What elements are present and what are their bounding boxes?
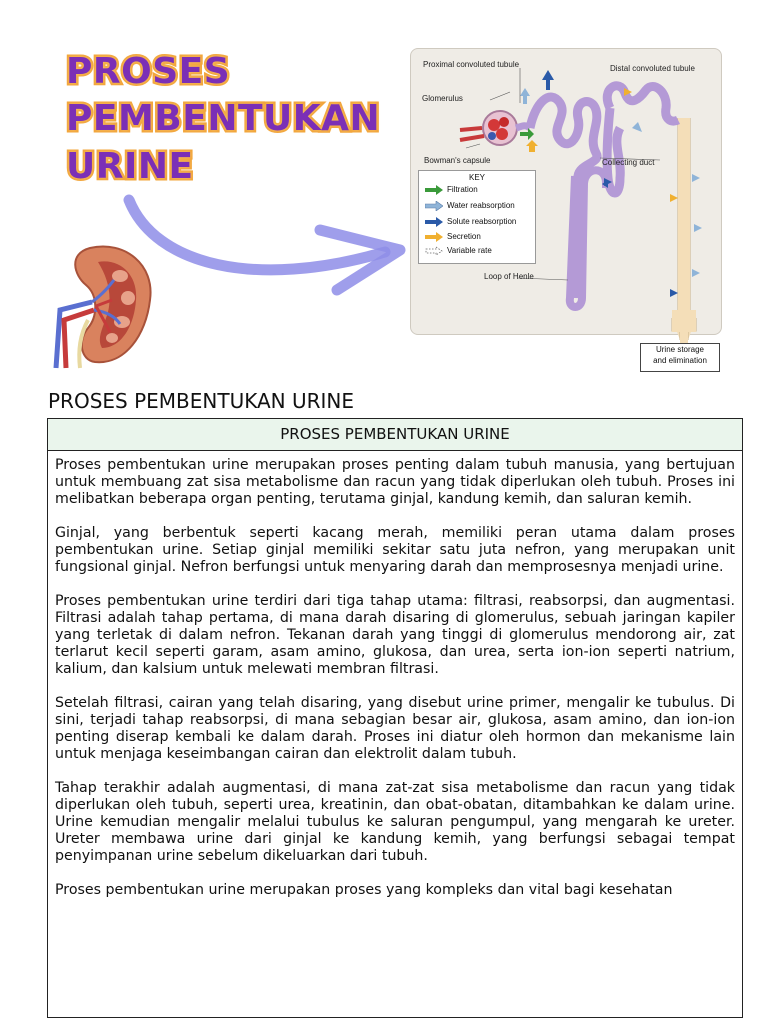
paragraph: Setelah filtrasi, cairan yang telah disaring, yang disebut urine primer, mengalir ke tubulus. Di sini, terjadi tahap reabsorpsi, di mana sebagian besar air, glukosa, asam amino, dan ion-ion penting diserap kembali ke dalam darah. Proses ini diatur oleh hormon dan mekanisme lain untuk menjaga keseimbangan cairan dan elektrolit dalam tubuh.: [55, 695, 735, 762]
hero-title-line-1: PROSES: [66, 51, 231, 92]
table-body: [48, 451, 742, 899]
variable-rate-arrow-icon: [425, 246, 443, 256]
storage-label-line-2: and elimination: [653, 356, 707, 365]
filtration-arrow-icon: [425, 185, 443, 195]
key-item-variable-rate: Variable rate: [447, 246, 492, 255]
label-glomerulus: Glomerulus: [422, 94, 463, 103]
hero-title-line-3: URINE: [66, 146, 194, 187]
label-bowman: Bowman's capsule: [424, 156, 491, 165]
paragraph: Proses pembentukan urine merupakan proses penting dalam tubuh manusia, yang bertujuan untuk membuang zat sisa metabolisme dan racun yang tidak diperlukan oleh tubuh. Proses ini melibatkan beberapa organ penting, terutama ginjal, kandung kemih, dan saluran kemih.: [55, 457, 735, 507]
paragraph: Tahap terakhir adalah augmentasi, di mana zat-zat sisa metabolisme dan racun yang tidak diperlukan oleh tubuh, seperti urea, kreatinin, dan obat-obatan, ditambahkan ke dalam urine. Urine kemudian mengalir melalui tubulus ke saluran pengumpul, yang mengarah ke ureter. Ureter membawa urine dari ginjal ke kandung kemih, yang berfungsi sebagai tempat penyimpanan urine sebelum dikeluarkan dari tubuh.: [55, 780, 735, 864]
key-item-filtration: Filtration: [447, 185, 478, 194]
hero-banner: [0, 0, 768, 385]
key-item-secretion: Secretion: [447, 232, 481, 241]
table-header: PROSES PEMBENTUKAN URINE: [48, 419, 742, 451]
label-proximal: Proximal convoluted tubule: [423, 60, 520, 69]
water-reabsorption-arrow-icon: [425, 201, 443, 211]
storage-label-line-1: Urine storage: [655, 345, 705, 354]
paragraph: Proses pembentukan urine terdiri dari tiga tahap utama: filtrasi, reabsorpsi, dan augmentasi. Filtrasi adalah tahap pertama, di mana darah disaring di glomerulus, sebuah jaringan kapiler yang terletak di dalam nefron. Tekanan darah yang tinggi di glomerulus mendorong air, zat terlarut kecil seperti garam, asam amino, glukosa, dan urea, serta ion-ion seperti natrium, kalium, dan kalsium untuk melewati membran filtrasi.: [55, 593, 735, 677]
key-item-solute: Solute reabsorption: [447, 217, 517, 226]
paragraph: Ginjal, yang berbentuk seperti kacang merah, memiliki peran utama dalam proses pembentukan urine. Setiap ginjal memiliki sekitar satu juta nefron, yang merupakan unit fungsional ginjal. Nefron berfungsi untuk menyaring darah dan memprosesnya menjadi urine.: [55, 525, 735, 575]
paragraph: Proses pembentukan urine merupakan proses yang kompleks dan vital bagi kesehatan: [55, 882, 673, 898]
content-table: [47, 418, 743, 1018]
urine-storage-box: [640, 343, 720, 372]
hero-title-line-2: PEMBENTUKAN: [66, 98, 381, 139]
key-item-water: Water reabsorption: [447, 201, 515, 210]
label-distal: Distal convoluted tubule: [610, 64, 695, 73]
curved-arrow-icon: [115, 190, 415, 300]
key-title: KEY: [468, 173, 485, 182]
diagram-key: [418, 170, 536, 264]
secretion-arrow-icon: [425, 232, 443, 242]
label-collecting-duct: Collecting duct: [602, 158, 655, 167]
document-heading: PROSES PEMBENTUKAN URINE: [48, 389, 355, 413]
solute-reabsorption-arrow-icon: [425, 217, 443, 227]
label-loop-of-henle: Loop of Henle: [484, 272, 534, 281]
